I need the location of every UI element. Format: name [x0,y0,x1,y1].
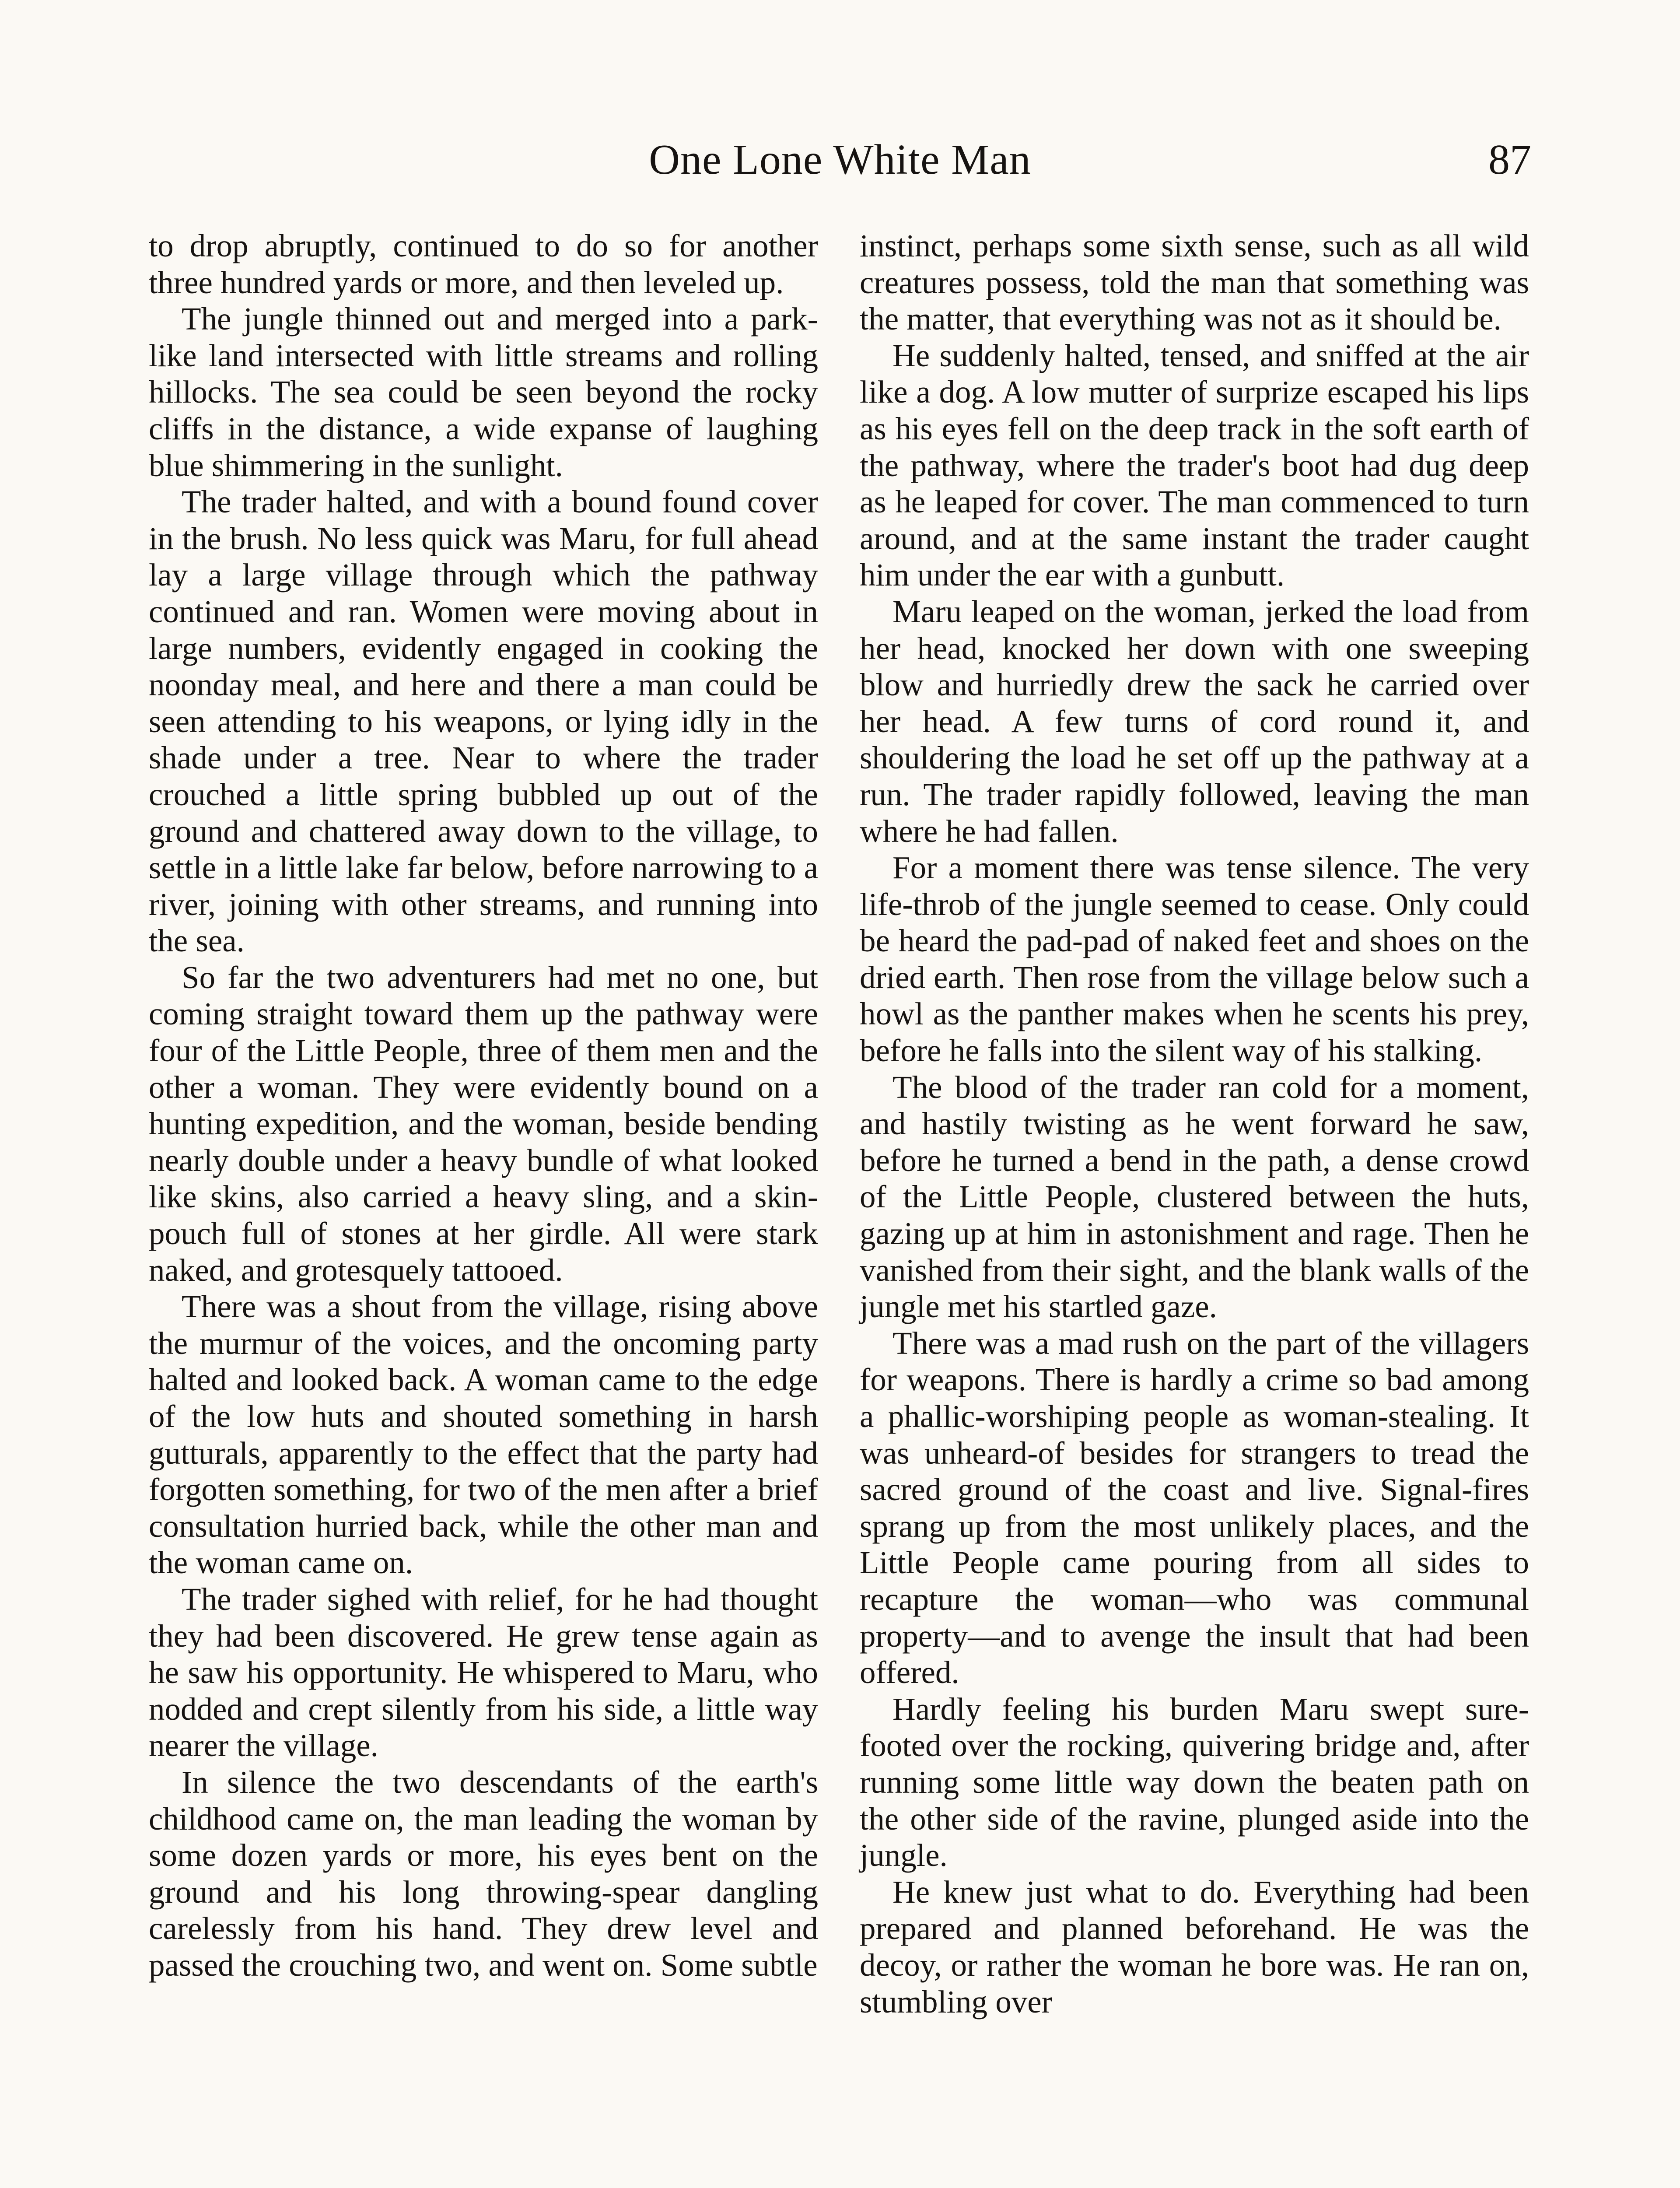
paragraph: Hardly feeling his burden Maru swept sure-footed over the rocking, quivering bridge and, after running some little way down the beaten path on the other side of the ravine, plunged aside into the jungle. [860,1691,1529,1873]
paragraph: For a moment there was tense silence. The very life-throb of the jungle seemed to cease. Only could be heard the pad-pad of naked feet and shoes on the dried earth. Then rose from the village below such a howl as the panther makes when he scents his prey, before he falls into the silent way of his stalking. [860,850,1529,1069]
paragraph: The trader halted, and with a bound found cover in the brush. No less quick was Maru, for full ahead lay a large village through which the pathway continued and ran. Women were moving about in large numbers, evidently engaged in cooking the noonday meal, and here and there a man could be seen attending to his weapons, or lying idly in the shade under a tree. Near to where the trader crouched a little spring bubbled up out of the ground and chattered away down to the village, to settle in a little lake far below, before narrowing to a river, joining with other streams, and running into the sea. [149,484,818,959]
paragraph: In silence the two descendants of the earth's childhood came on, the man leading the woman by some dozen yards or more, his eyes bent on the ground and his long throwing-spear dangling carelessly from his hand. They drew level and passed the crouching two, and went on. Some subtle [149,1764,818,1983]
paragraph: Maru leaped on the woman, jerked the load from her head, knocked her down with one sweeping blow and hurriedly drew the sack he carried over her head. A few turns of cord round it, and shouldering the load he set off up the pathway at a run. The trader rapidly followed, leaving the man where he had fallen. [860,593,1529,849]
paragraph: So far the two adventurers had met no one, but coming straight toward them up the pathway were four of the Little People, three of them men and the other a woman. They were evidently bound on a hunting expedition, and the woman, beside bending nearly double under a heavy bundle of what looked like skins, also carried a heavy sling, and a skin-pouch full of stones at her girdle. All were stark naked, and grotesquely tattooed. [149,959,818,1288]
paragraph: The blood of the trader ran cold for a moment, and hastily twisting as he went forward he saw, before he turned a bend in the path, a dense crowd of the Little People, clustered between the huts, gazing up at him in astonishment and rage. Then he vanished from their sight, and the blank walls of the jungle met his startled gaze. [860,1069,1529,1325]
paragraph: There was a mad rush on the part of the villagers for weapons. There is hardly a crime so bad among a phallic-worshiping people as woman-stealing. It was unheard-of besides for strangers to tread the sacred ground of the coast and live. Signal-fires sprang up from the most unlikely places, and the Little People came pouring from all sides to recapture the woman—who was communal property—and to avenge the insult that had been offered. [860,1325,1529,1690]
paragraph: instinct, perhaps some sixth sense, such as all wild creatures possess, told the man that something was the matter, that everything was not as it should be. [860,228,1529,337]
paragraph: There was a shout from the village, rising above the murmur of the voices, and the oncoming party halted and looked back. A woman came to the edge of the low huts and shouted something in harsh gutturals, apparently to the effect that the party had forgotten something, for two of the men after a brief consultation hurried back, while the other man and the woman came on. [149,1289,818,1581]
page-number: 87 [1488,136,1531,183]
running-title: One Lone White Man [649,136,1031,183]
paragraph: to drop abruptly, continued to do so for another three hundred yards or more, and then leveled up. [149,228,818,300]
paragraph: The jungle thinned out and merged into a park-like land intersected with little streams and rolling hillocks. The sea could be seen beyond the rocky cliffs in the distance, a wide expanse of laughing blue shimmering in the sunlight. [149,301,818,483]
paragraph: He knew just what to do. Everything had been prepared and planned beforehand. He was the decoy, or rather the woman he bore was. He ran on, stumbling over [860,1874,1529,2020]
right-column [860,228,1529,2020]
running-header [149,127,1531,193]
left-column [149,228,818,1984]
paragraph: He suddenly halted, tensed, and sniffed at the air like a dog. A low mutter of surprize escaped his lips as his eyes fell on the deep track in the soft earth of the pathway, where the trader's boot had dug deep as he leaped for cover. The man commenced to turn around, and at the same instant the trader caught him under the ear with a gunbutt. [860,337,1529,593]
paragraph: The trader sighed with relief, for he had thought they had been discovered. He grew tense again as he saw his opportunity. He whispered to Maru, who nodded and crept silently from his side, a little way nearer the village. [149,1581,818,1764]
